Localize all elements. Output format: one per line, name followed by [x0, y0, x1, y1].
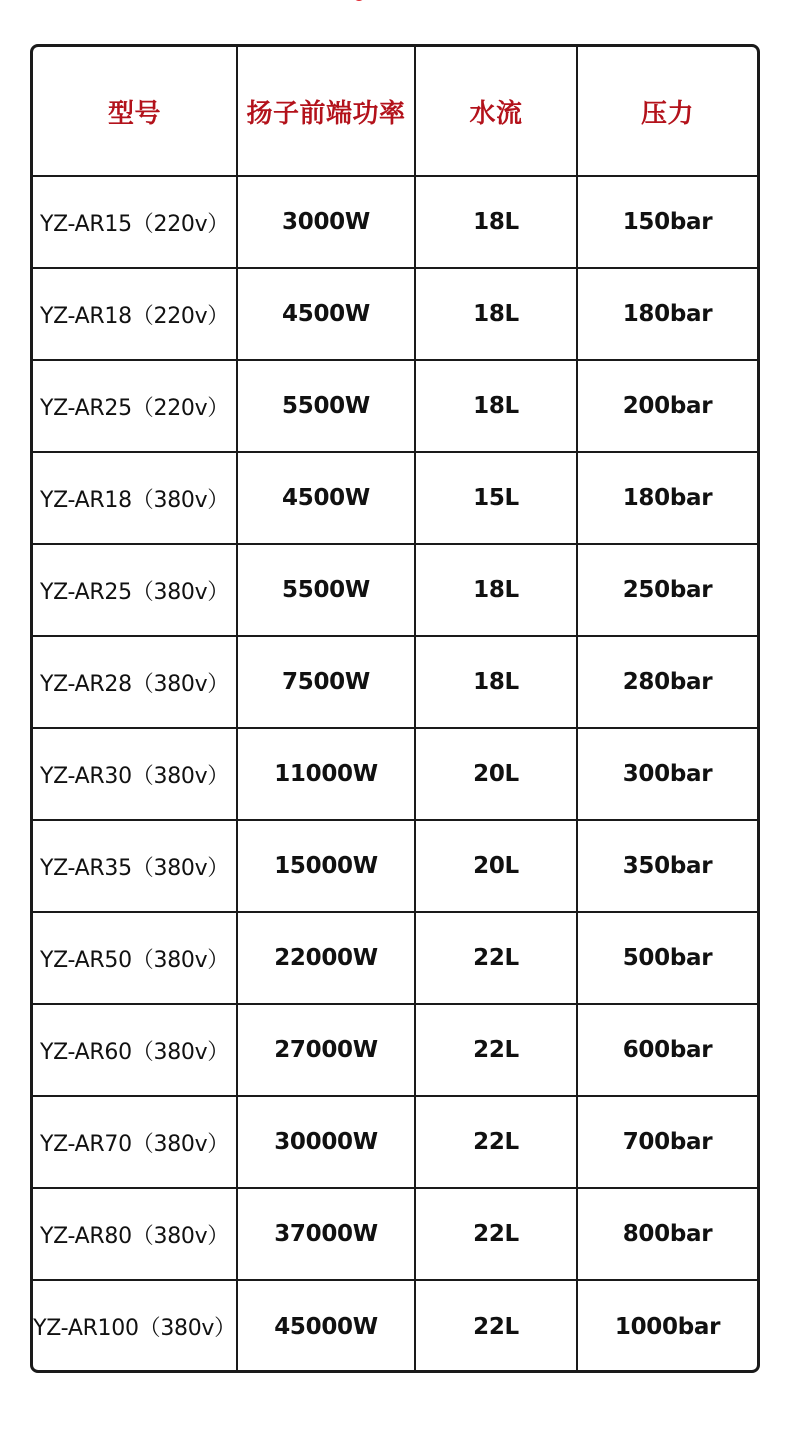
power-cell: 27000W: [237, 1004, 415, 1096]
pressure-cell: 280bar: [577, 636, 757, 728]
flow-cell: 18L: [415, 268, 577, 360]
red-logo-fragment-icon: [346, 0, 372, 4]
power-cell: 3000W: [237, 176, 415, 268]
pressure-cell: 800bar: [577, 1188, 757, 1280]
power-cell: 11000W: [237, 728, 415, 820]
flow-cell: 22L: [415, 1096, 577, 1188]
flow-cell: 22L: [415, 1004, 577, 1096]
pressure-cell: 150bar: [577, 176, 757, 268]
power-cell: 5500W: [237, 544, 415, 636]
pressure-cell: 700bar: [577, 1096, 757, 1188]
power-cell: 15000W: [237, 820, 415, 912]
table-row: [33, 176, 757, 268]
table-row: [33, 452, 757, 544]
power-cell: 45000W: [237, 1280, 415, 1372]
model-cell: YZ-AR18（220v）: [33, 268, 237, 360]
power-cell: 7500W: [237, 636, 415, 728]
table-row: [33, 912, 757, 1004]
pressure-cell: 180bar: [577, 452, 757, 544]
model-cell: YZ-AR100（380v）: [33, 1280, 237, 1372]
header-flow: 水流: [415, 47, 577, 176]
model-cell: YZ-AR50（380v）: [33, 912, 237, 1004]
pressure-cell: 350bar: [577, 820, 757, 912]
flow-cell: 15L: [415, 452, 577, 544]
power-cell: 22000W: [237, 912, 415, 1004]
flow-cell: 20L: [415, 820, 577, 912]
header-power: 扬子前端功率: [237, 47, 415, 176]
model-cell: YZ-AR25（380v）: [33, 544, 237, 636]
power-cell: 37000W: [237, 1188, 415, 1280]
table-row: [33, 1096, 757, 1188]
pressure-cell: 200bar: [577, 360, 757, 452]
pressure-cell: 500bar: [577, 912, 757, 1004]
model-cell: YZ-AR30（380v）: [33, 728, 237, 820]
model-cell: YZ-AR25（220v）: [33, 360, 237, 452]
table-row: [33, 544, 757, 636]
pressure-cell: 1000bar: [577, 1280, 757, 1372]
flow-cell: 18L: [415, 636, 577, 728]
table-row: [33, 820, 757, 912]
table-row: [33, 728, 757, 820]
table-row: [33, 268, 757, 360]
table-row: [33, 636, 757, 728]
flow-cell: 22L: [415, 912, 577, 1004]
model-cell: YZ-AR28（380v）: [33, 636, 237, 728]
spec-table: [30, 44, 760, 1373]
power-cell: 4500W: [237, 452, 415, 544]
header-row: [33, 47, 757, 176]
model-cell: YZ-AR70（380v）: [33, 1096, 237, 1188]
header-model: 型号: [33, 47, 237, 176]
flow-cell: 20L: [415, 728, 577, 820]
power-cell: 4500W: [237, 268, 415, 360]
power-cell: 5500W: [237, 360, 415, 452]
pressure-cell: 180bar: [577, 268, 757, 360]
table-row: [33, 1280, 757, 1372]
flow-cell: 18L: [415, 360, 577, 452]
pressure-cell: 600bar: [577, 1004, 757, 1096]
model-cell: YZ-AR60（380v）: [33, 1004, 237, 1096]
pressure-cell: 300bar: [577, 728, 757, 820]
flow-cell: 18L: [415, 176, 577, 268]
table-row: [33, 360, 757, 452]
power-cell: 30000W: [237, 1096, 415, 1188]
flow-cell: 18L: [415, 544, 577, 636]
table-row: [33, 1188, 757, 1280]
pressure-cell: 250bar: [577, 544, 757, 636]
model-cell: YZ-AR80（380v）: [33, 1188, 237, 1280]
model-cell: YZ-AR15（220v）: [33, 176, 237, 268]
flow-cell: 22L: [415, 1188, 577, 1280]
model-cell: YZ-AR35（380v）: [33, 820, 237, 912]
flow-cell: 22L: [415, 1280, 577, 1372]
model-cell: YZ-AR18（380v）: [33, 452, 237, 544]
header-pressure: 压力: [577, 47, 757, 176]
table-row: [33, 1004, 757, 1096]
